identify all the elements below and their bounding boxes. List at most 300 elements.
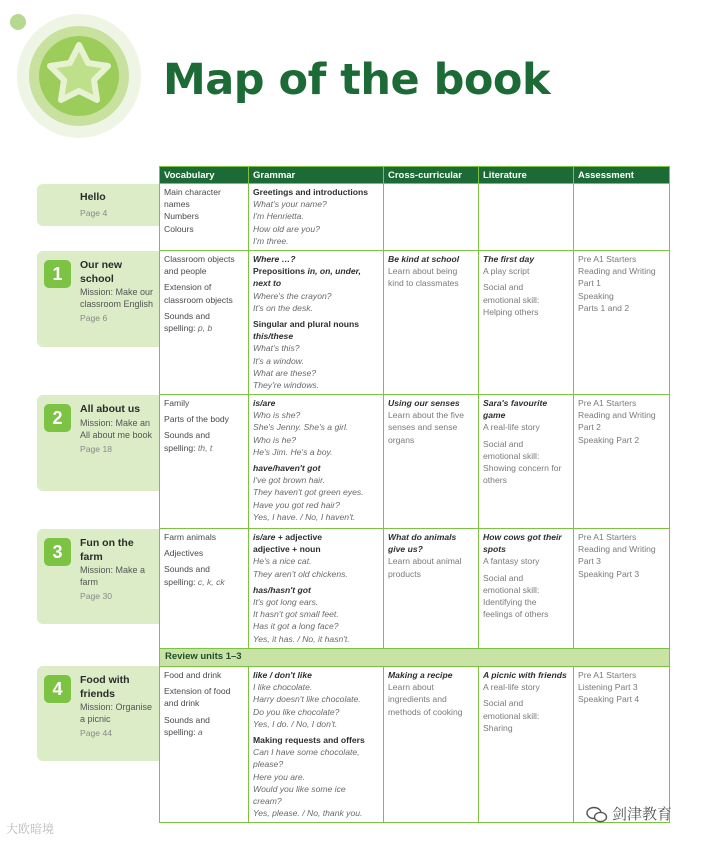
cell-line	[253, 620, 379, 632]
cell-line	[388, 543, 474, 555]
cell-line	[253, 186, 379, 198]
cell-text: Using our senses	[388, 398, 460, 408]
cell-text: Sara's favourite	[483, 398, 548, 408]
cell-text: Making requests and offers	[253, 735, 365, 746]
unit-number-badge: 1	[44, 260, 71, 288]
cell-line	[388, 531, 474, 543]
unit-page: Page 44	[80, 728, 113, 739]
cell-text: Pre A1 Starters	[578, 670, 637, 680]
cell-text: Greetings and introductions	[253, 187, 369, 197]
cell-text: It's on the desk.	[253, 302, 313, 313]
assessment-cell	[574, 251, 670, 395]
cell-line	[388, 706, 474, 718]
cell-text: Yes, I have. / No, I haven't.	[253, 511, 356, 522]
vocabulary-cell	[160, 251, 249, 395]
cell-text: and drink	[164, 698, 200, 709]
cell-line	[483, 596, 569, 608]
cell-line	[388, 555, 474, 567]
cell-line	[253, 771, 379, 783]
cell-line	[253, 235, 379, 247]
cell-line	[483, 608, 569, 620]
cell-text: Classroom objects	[164, 254, 235, 264]
cell-text: It's a window.	[253, 355, 304, 366]
cell-text: Colours	[164, 223, 194, 234]
cell-text: Reading and Writing	[578, 266, 656, 277]
cell-line	[483, 555, 569, 567]
cell-text: Part 2	[578, 422, 601, 433]
column-header: Literature	[479, 167, 574, 184]
cell-text: Pre A1 Starters	[578, 254, 637, 264]
cell-text: Learn about the five	[388, 410, 464, 421]
cell-text: Yes, it has. / No, it hasn't.	[253, 633, 350, 644]
cell-line	[388, 568, 474, 580]
cell-line	[388, 265, 474, 277]
cell-text: Speaking Part 3	[578, 568, 640, 579]
cell-text: Numbers	[164, 211, 199, 222]
assessment-cell	[574, 529, 670, 649]
table-row	[160, 529, 670, 649]
cell-text: Yes, I do. / No, I don't.	[253, 718, 338, 729]
cell-text: is/are	[253, 532, 276, 542]
cell-text: Speaking	[578, 290, 614, 301]
cell-text: Extension of	[164, 282, 212, 293]
review-label: Review units 1–3	[160, 649, 670, 667]
cell-line	[253, 783, 379, 795]
cell-line	[253, 531, 379, 543]
cell-line	[253, 355, 379, 367]
cell-text: Sounds and	[164, 564, 210, 575]
unit-mission: Mission: Organise a picnic	[80, 702, 153, 725]
unit-tab-3[interactable]	[37, 529, 159, 624]
cell-text: Yes, please. / No, thank you.	[253, 808, 363, 819]
cell-text: Social and	[483, 438, 524, 449]
cell-text: emotional skill:	[483, 450, 540, 461]
cell-line	[164, 442, 244, 454]
cell-text: Parts of the body	[164, 414, 229, 425]
cell-text: Listening Part 3	[578, 682, 638, 693]
cell-line	[253, 290, 379, 302]
column-header: Assessment	[574, 167, 670, 184]
cell-line	[483, 543, 569, 555]
cell-text: kind to classmates	[388, 278, 459, 289]
cell-text: Has it got a long face?	[253, 621, 339, 632]
cell-line	[483, 421, 569, 433]
unit-tab-hello[interactable]	[37, 184, 159, 226]
cell-line	[483, 584, 569, 596]
cell-text: feelings of others	[483, 609, 549, 620]
cell-line	[164, 563, 244, 575]
cell-text: next to	[253, 278, 282, 289]
cell-line	[253, 758, 379, 770]
cell-line	[164, 714, 244, 726]
cell-line	[164, 576, 244, 588]
cell-text: Showing concern for	[483, 463, 562, 474]
cell-text: Where's the crayon?	[253, 290, 332, 301]
grammar-cell	[249, 395, 384, 529]
grammar-cell	[249, 667, 384, 823]
cell-line	[253, 795, 379, 807]
cell-text: game	[483, 410, 506, 421]
cell-text: I'm three.	[253, 235, 289, 246]
cell-line	[578, 669, 665, 681]
cell-line	[253, 555, 379, 567]
cell-text: a	[197, 726, 203, 737]
cell-line	[388, 681, 474, 693]
cell-text: and people	[164, 266, 207, 277]
cross-curricular-cell	[384, 184, 479, 251]
cell-text: Identifying the	[483, 597, 537, 608]
unit-tab-4[interactable]	[37, 666, 159, 761]
cell-text: Social and	[483, 698, 524, 709]
unit-number-badge: 3	[44, 538, 71, 566]
cell-line	[483, 265, 569, 277]
cell-text: A picnic with friends	[483, 670, 567, 680]
table-row	[160, 395, 670, 529]
cell-text: Social and	[483, 572, 524, 583]
column-header: Grammar	[249, 167, 384, 184]
unit-tab-1[interactable]	[37, 251, 159, 347]
cell-line	[253, 734, 379, 746]
contents-table	[159, 166, 673, 823]
watermark-left: 大欧暗境	[6, 822, 55, 836]
cell-text: products	[388, 568, 421, 579]
grammar-cell	[249, 184, 384, 251]
cell-line	[388, 397, 474, 409]
cell-text: Can I have some chocolate,	[253, 747, 360, 758]
cell-line	[578, 302, 665, 314]
cell-line	[253, 584, 379, 596]
cell-line	[483, 281, 569, 293]
cross-curricular-cell	[384, 395, 479, 529]
cell-text: Sounds and	[164, 714, 210, 725]
cell-line	[483, 409, 569, 421]
unit-mission: Mission: Make a farm	[80, 565, 146, 588]
cell-text: Have you got red hair?	[253, 499, 340, 510]
table-header-row	[160, 167, 670, 184]
cell-line	[253, 693, 379, 705]
cell-line	[253, 543, 379, 555]
cell-line	[253, 277, 379, 289]
watermark-right-text: 剑津教育	[612, 806, 673, 823]
cell-line	[483, 306, 569, 318]
vocabulary-cell	[160, 667, 249, 823]
cell-text: + adjective	[275, 532, 323, 542]
cell-text: A play script	[483, 266, 530, 277]
cell-line	[483, 722, 569, 734]
cell-text: What do animals	[388, 532, 457, 542]
watermark-right	[586, 803, 672, 824]
cell-line	[164, 397, 244, 409]
cell-text: Pre A1 Starters	[578, 532, 637, 542]
cell-text: Reading and Writing	[578, 410, 656, 421]
cell-text: Farm animals	[164, 532, 217, 542]
cross-curricular-cell	[384, 529, 479, 649]
cell-text: p, b	[197, 323, 213, 334]
cell-line	[578, 421, 665, 433]
unit-page: Page 4	[80, 207, 108, 218]
cell-text: in, on, under,	[307, 266, 361, 277]
cell-text: Pre A1 Starters	[578, 398, 637, 408]
cell-line	[578, 531, 665, 543]
cell-text: give us?	[388, 544, 423, 555]
cell-text: cream?	[253, 796, 282, 807]
cell-text: adjective + noun	[253, 544, 321, 555]
cell-text: Making a recipe	[388, 670, 453, 680]
cell-text: others	[483, 475, 507, 486]
cell-text: Sounds and	[164, 310, 210, 321]
cell-text: Helping others	[483, 306, 539, 317]
cell-line	[253, 568, 379, 580]
cell-text: spelling:	[164, 726, 198, 737]
cell-line	[483, 531, 569, 543]
cell-text: What are these?	[253, 367, 317, 378]
cell-text: Social and	[483, 282, 524, 293]
cell-text: Adjectives	[164, 548, 204, 559]
cell-text: Be kind at school	[388, 254, 460, 264]
cell-text: emotional skill:	[483, 294, 540, 305]
cell-line	[253, 669, 379, 681]
cell-line	[253, 409, 379, 421]
cell-text: Learn about	[388, 682, 434, 693]
cell-text: What's this?	[253, 343, 300, 354]
cell-text: ingredients and	[388, 694, 447, 705]
cell-line	[388, 253, 474, 265]
unit-page: Page 6	[80, 313, 108, 324]
cell-line	[483, 397, 569, 409]
cell-line	[578, 277, 665, 289]
cell-line	[253, 210, 379, 222]
cell-line	[388, 693, 474, 705]
unit-mission: Mission: Make our classroom English	[80, 287, 154, 310]
cell-text: Part 1	[578, 278, 601, 289]
cell-line	[483, 572, 569, 584]
unit-name: Food with friends	[80, 674, 130, 700]
cell-text: Singular and plural nouns	[253, 319, 359, 330]
cell-line	[388, 434, 474, 446]
assessment-cell	[574, 184, 670, 251]
cell-text: Speaking Part 4	[578, 694, 640, 705]
table-row	[160, 667, 670, 823]
cell-text: is/are	[253, 398, 276, 408]
cell-line	[253, 511, 379, 523]
cell-line	[253, 302, 379, 314]
cell-line	[253, 746, 379, 758]
cell-text: A real-life story	[483, 422, 540, 433]
cell-text: classroom objects	[164, 294, 233, 305]
cell-text: Learn about being	[388, 266, 458, 277]
unit-number-badge: 4	[44, 675, 71, 703]
cell-line	[483, 710, 569, 722]
cell-text: They haven't got green eyes.	[253, 487, 364, 498]
cross-curricular-cell	[384, 667, 479, 823]
cell-text: How cows got their	[483, 532, 562, 542]
cell-line	[253, 253, 379, 265]
cell-line	[253, 342, 379, 354]
cell-text: like / don't like	[253, 670, 312, 680]
cell-line	[253, 807, 379, 819]
cell-text: Sharing	[483, 722, 513, 733]
unit-name: Hello	[80, 191, 106, 203]
cell-line	[253, 474, 379, 486]
cell-line	[164, 531, 244, 543]
cell-line	[253, 379, 379, 391]
unit-name: Fun on the farm	[80, 537, 134, 563]
cell-line	[483, 294, 569, 306]
cell-text: Sounds and	[164, 430, 210, 441]
cell-line	[253, 330, 379, 342]
cell-line	[164, 685, 244, 697]
cell-line	[483, 681, 569, 693]
cell-line	[253, 198, 379, 210]
cell-text: I like chocolate.	[253, 682, 313, 693]
cell-text: have/haven't got	[253, 463, 321, 474]
cell-text: They aren't old chickens.	[253, 568, 348, 579]
grammar-cell	[249, 529, 384, 649]
cell-text: emotional skill:	[483, 710, 540, 721]
cell-text: He's Jim. He's a boy.	[253, 446, 333, 457]
cell-line	[388, 421, 474, 433]
cell-text: She's Jenny. She's a girl.	[253, 422, 349, 433]
cell-line	[253, 265, 379, 277]
unit-page: Page 30	[80, 591, 113, 602]
cell-line	[164, 294, 244, 306]
column-header: Cross-curricular	[384, 167, 479, 184]
cell-line	[578, 290, 665, 302]
cell-line	[253, 367, 379, 379]
cell-text: It's got long ears.	[253, 597, 319, 608]
cell-line	[483, 253, 569, 265]
cell-line	[483, 450, 569, 462]
cell-line	[483, 697, 569, 709]
literature-cell	[479, 667, 574, 823]
cell-line	[578, 555, 665, 567]
cell-line	[578, 543, 665, 555]
cell-text: methods of cooking	[388, 706, 463, 717]
cell-line	[253, 706, 379, 718]
cell-text: The first day	[483, 254, 535, 264]
star-logo-icon	[0, 0, 150, 150]
cell-line	[253, 397, 379, 409]
cell-text: A real-life story	[483, 682, 540, 693]
cell-text: A fantasy story	[483, 556, 540, 567]
cell-line	[578, 397, 665, 409]
cell-line	[253, 318, 379, 330]
cell-text: please?	[253, 759, 284, 770]
cell-line	[253, 223, 379, 235]
cell-line	[578, 693, 665, 705]
cell-line	[164, 210, 244, 222]
cell-line	[164, 669, 244, 681]
cell-text: Parts 1 and 2	[578, 302, 630, 313]
assessment-cell	[574, 395, 670, 529]
unit-mission: Mission: Make an All about me book	[80, 417, 153, 440]
cell-line	[578, 681, 665, 693]
cell-line	[164, 322, 244, 334]
cell-text: spelling:	[164, 442, 198, 453]
grammar-cell	[249, 251, 384, 395]
cell-line	[578, 265, 665, 277]
cell-line	[253, 499, 379, 511]
wechat-icon	[586, 806, 608, 824]
cell-line	[253, 633, 379, 645]
cell-line	[164, 429, 244, 441]
table-row	[160, 184, 670, 251]
cell-line	[164, 186, 244, 198]
vocabulary-cell	[160, 395, 249, 529]
cell-line	[253, 596, 379, 608]
unit-name: Our new school	[80, 259, 123, 285]
cell-text: I'm Henrietta.	[253, 211, 304, 222]
cell-text: Prepositions	[253, 266, 308, 277]
cell-text: They're windows.	[253, 380, 320, 391]
cell-line	[578, 568, 665, 580]
cell-text: Harry doesn't like chocolate.	[253, 694, 361, 705]
cell-text: this/these	[253, 331, 294, 342]
page-title: Map of the book	[163, 55, 551, 105]
vocabulary-cell	[160, 184, 249, 251]
cell-line	[164, 726, 244, 738]
cell-text: Part 3	[578, 556, 601, 567]
cell-text: What's your name?	[253, 199, 327, 210]
cell-line	[253, 434, 379, 446]
cell-line	[253, 718, 379, 730]
cell-text: Would you like some ice	[253, 783, 346, 794]
cell-text: I've got brown hair.	[253, 475, 326, 486]
unit-page: Page 18	[80, 443, 113, 454]
column-header: Vocabulary	[160, 167, 249, 184]
cell-line	[253, 421, 379, 433]
review-row	[160, 649, 670, 667]
cell-line	[164, 547, 244, 559]
cell-line	[164, 223, 244, 235]
cell-line	[388, 277, 474, 289]
cell-text: Extension of food	[164, 686, 231, 697]
cell-line	[164, 281, 244, 293]
cell-text: Learn about animal	[388, 556, 462, 567]
cell-text: He's a nice cat.	[253, 556, 312, 567]
cell-text: c, k, ck	[197, 576, 225, 587]
unit-name: All about us	[80, 403, 141, 415]
cell-line	[164, 253, 244, 265]
vocabulary-cell	[160, 529, 249, 649]
cell-line	[578, 434, 665, 446]
cell-text: has/hasn't got	[253, 584, 311, 595]
cell-text: organs	[388, 434, 415, 445]
assessment-cell	[574, 667, 673, 823]
cell-line	[253, 462, 379, 474]
literature-cell	[479, 184, 574, 251]
cell-line	[164, 310, 244, 322]
unit-tab-2[interactable]	[37, 395, 159, 491]
cell-line	[164, 198, 244, 210]
cell-line	[483, 438, 569, 450]
cell-text: th, t	[197, 442, 213, 453]
cell-line	[253, 446, 379, 458]
literature-cell	[479, 395, 574, 529]
cell-text: Food and drink	[164, 670, 222, 680]
cell-text: Reading and Writing	[578, 544, 656, 555]
cell-line	[483, 669, 569, 681]
cell-text: Who is she?	[253, 410, 301, 421]
cell-line	[483, 474, 569, 486]
cell-text: Speaking Part 2	[578, 434, 640, 445]
cell-line	[388, 409, 474, 421]
literature-cell	[479, 251, 574, 395]
cell-text: Do you like chocolate?	[253, 706, 340, 717]
cell-text: names	[164, 199, 190, 210]
cell-text: Who is he?	[253, 434, 296, 445]
cell-text: It hasn't got small feet.	[253, 609, 339, 620]
